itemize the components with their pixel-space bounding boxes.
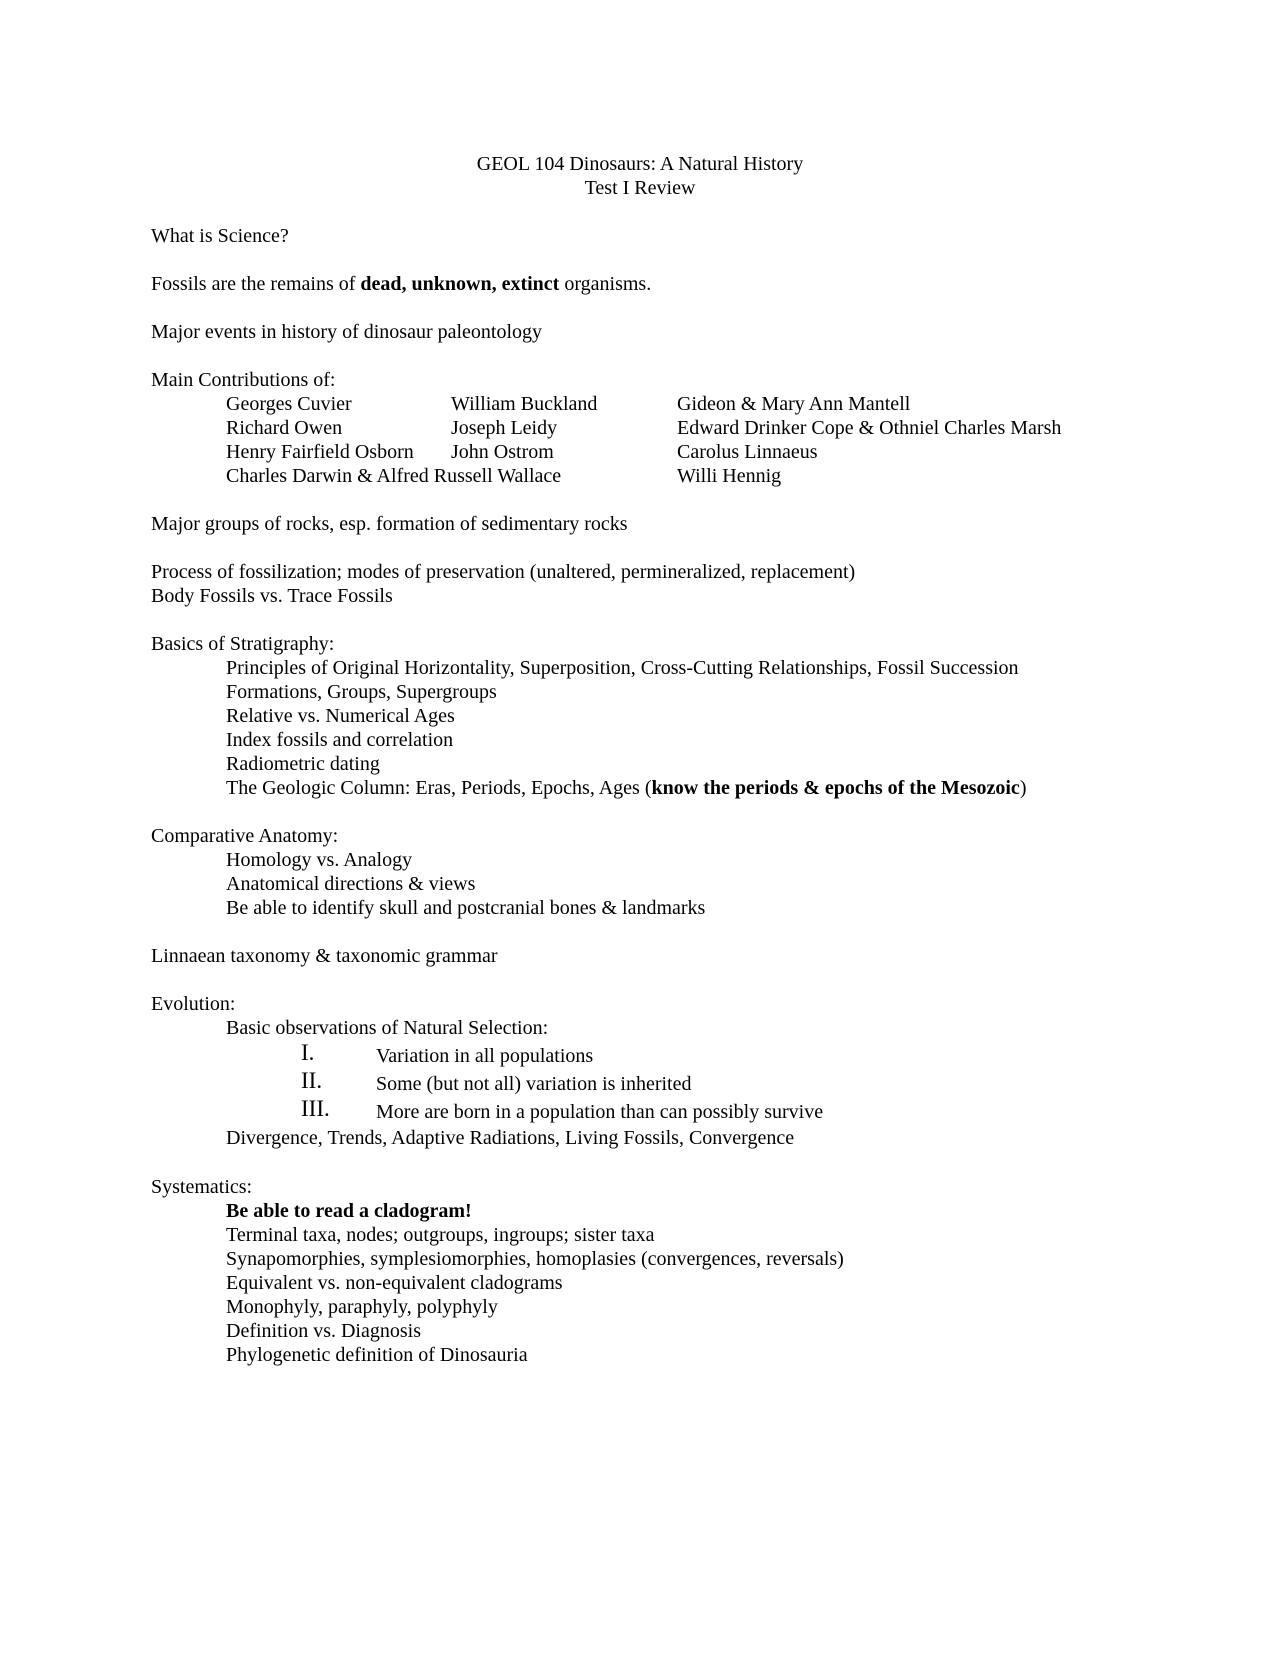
fossils-bold: dead, unknown, extinct	[360, 273, 560, 295]
fossils-line	[151, 272, 651, 296]
column-bold: know the periods & epochs of the Mesozoic	[651, 777, 1020, 799]
stratigraphy-item: Index fossils and correlation	[226, 729, 454, 751]
fossilization-line: Process of fossilization; modes of preservation (unaltered, permineralized, replacement)	[151, 561, 856, 583]
column-pre: The Geologic Column: Eras, Periods, Epochs, Ages (	[226, 777, 652, 799]
systematics-item: Definition vs. Diagnosis	[226, 1320, 421, 1342]
stratigraphy-item: Radiometric dating	[226, 753, 380, 775]
fossils-post: organisms.	[559, 273, 652, 295]
observation-text: Some (but not all) variation is inherited	[376, 1073, 692, 1095]
contributor: Carolus Linnaeus	[677, 441, 818, 463]
stratigraphy-item: Relative vs. Numerical Ages	[226, 705, 455, 727]
systematics-bold-item	[226, 1199, 472, 1223]
roman-numeral: III.	[301, 1096, 330, 1121]
anatomy-item: Anatomical directions & views	[226, 873, 476, 895]
anatomy-heading: Comparative Anatomy:	[151, 825, 339, 847]
taxonomy-line: Linnaean taxonomy & taxonomic grammar	[151, 945, 498, 967]
roman-numeral: I.	[301, 1040, 315, 1065]
rocks-line: Major groups of rocks, esp. formation of sedimentary rocks	[151, 513, 628, 535]
fossils-pre: Fossils are the remains of	[151, 273, 361, 295]
geologic-column-line	[226, 776, 1026, 800]
contributor: Henry Fairfield Osborn	[226, 441, 414, 463]
anatomy-item: Be able to identify skull and postcranial bones & landmarks	[226, 897, 706, 919]
systematics-item: Equivalent vs. non-equivalent cladograms	[226, 1272, 563, 1294]
systematics-item: Monophyly, paraphyly, polyphyly	[226, 1296, 498, 1318]
body-trace-line: Body Fossils vs. Trace Fossils	[151, 585, 393, 607]
contributor: Georges Cuvier	[226, 393, 352, 415]
page-subtitle: Test I Review	[584, 177, 696, 199]
column-post: )	[1019, 777, 1027, 799]
what-is-science: What is Science?	[151, 225, 289, 247]
contributor: Gideon & Mary Ann Mantell	[677, 393, 911, 415]
systematics-item: Synapomorphies, symplesiomorphies, homoplasies (convergences, reversals)	[226, 1248, 844, 1270]
contributor: Charles Darwin & Alfred Russell Wallace	[226, 465, 562, 487]
contributor: Joseph Leidy	[451, 417, 558, 439]
systematics-heading: Systematics:	[151, 1176, 253, 1198]
systematics-item: Terminal taxa, nodes; outgroups, ingroups; sister taxa	[226, 1224, 655, 1246]
evolution-heading: Evolution:	[151, 993, 236, 1015]
evolution-item: Divergence, Trends, Adaptive Radiations, Living Fossils, Convergence	[226, 1127, 795, 1149]
systematics-item: Phylogenetic definition of Dinosauria	[226, 1344, 528, 1366]
stratigraphy-item: Formations, Groups, Supergroups	[226, 681, 497, 703]
stratigraphy-item: Principles of Original Horizontality, Superposition, Cross-Cutting Relationships, Fossil Succession	[226, 657, 1019, 679]
contributor: William Buckland	[451, 393, 598, 415]
page-title: GEOL 104 Dinosaurs: A Natural History	[476, 153, 804, 175]
observation-text: More are born in a population than can possibly survive	[376, 1101, 824, 1123]
roman-numeral: II.	[301, 1068, 323, 1093]
contributor: Willi Hennig	[677, 465, 782, 487]
major-events: Major events in history of dinosaur paleontology	[151, 321, 543, 343]
contributor: Richard Owen	[226, 417, 343, 439]
contributor: John Ostrom	[451, 441, 554, 463]
natural-selection-heading: Basic observations of Natural Selection:	[226, 1017, 549, 1039]
observation-text: Variation in all populations	[376, 1045, 594, 1067]
stratigraphy-heading: Basics of Stratigraphy:	[151, 633, 335, 655]
contributor: Edward Drinker Cope & Othniel Charles Marsh	[677, 417, 1062, 439]
contributions-heading: Main Contributions of:	[151, 369, 336, 391]
anatomy-item: Homology vs. Analogy	[226, 849, 413, 871]
cladogram-note: Be able to read a cladogram!	[226, 1200, 472, 1222]
